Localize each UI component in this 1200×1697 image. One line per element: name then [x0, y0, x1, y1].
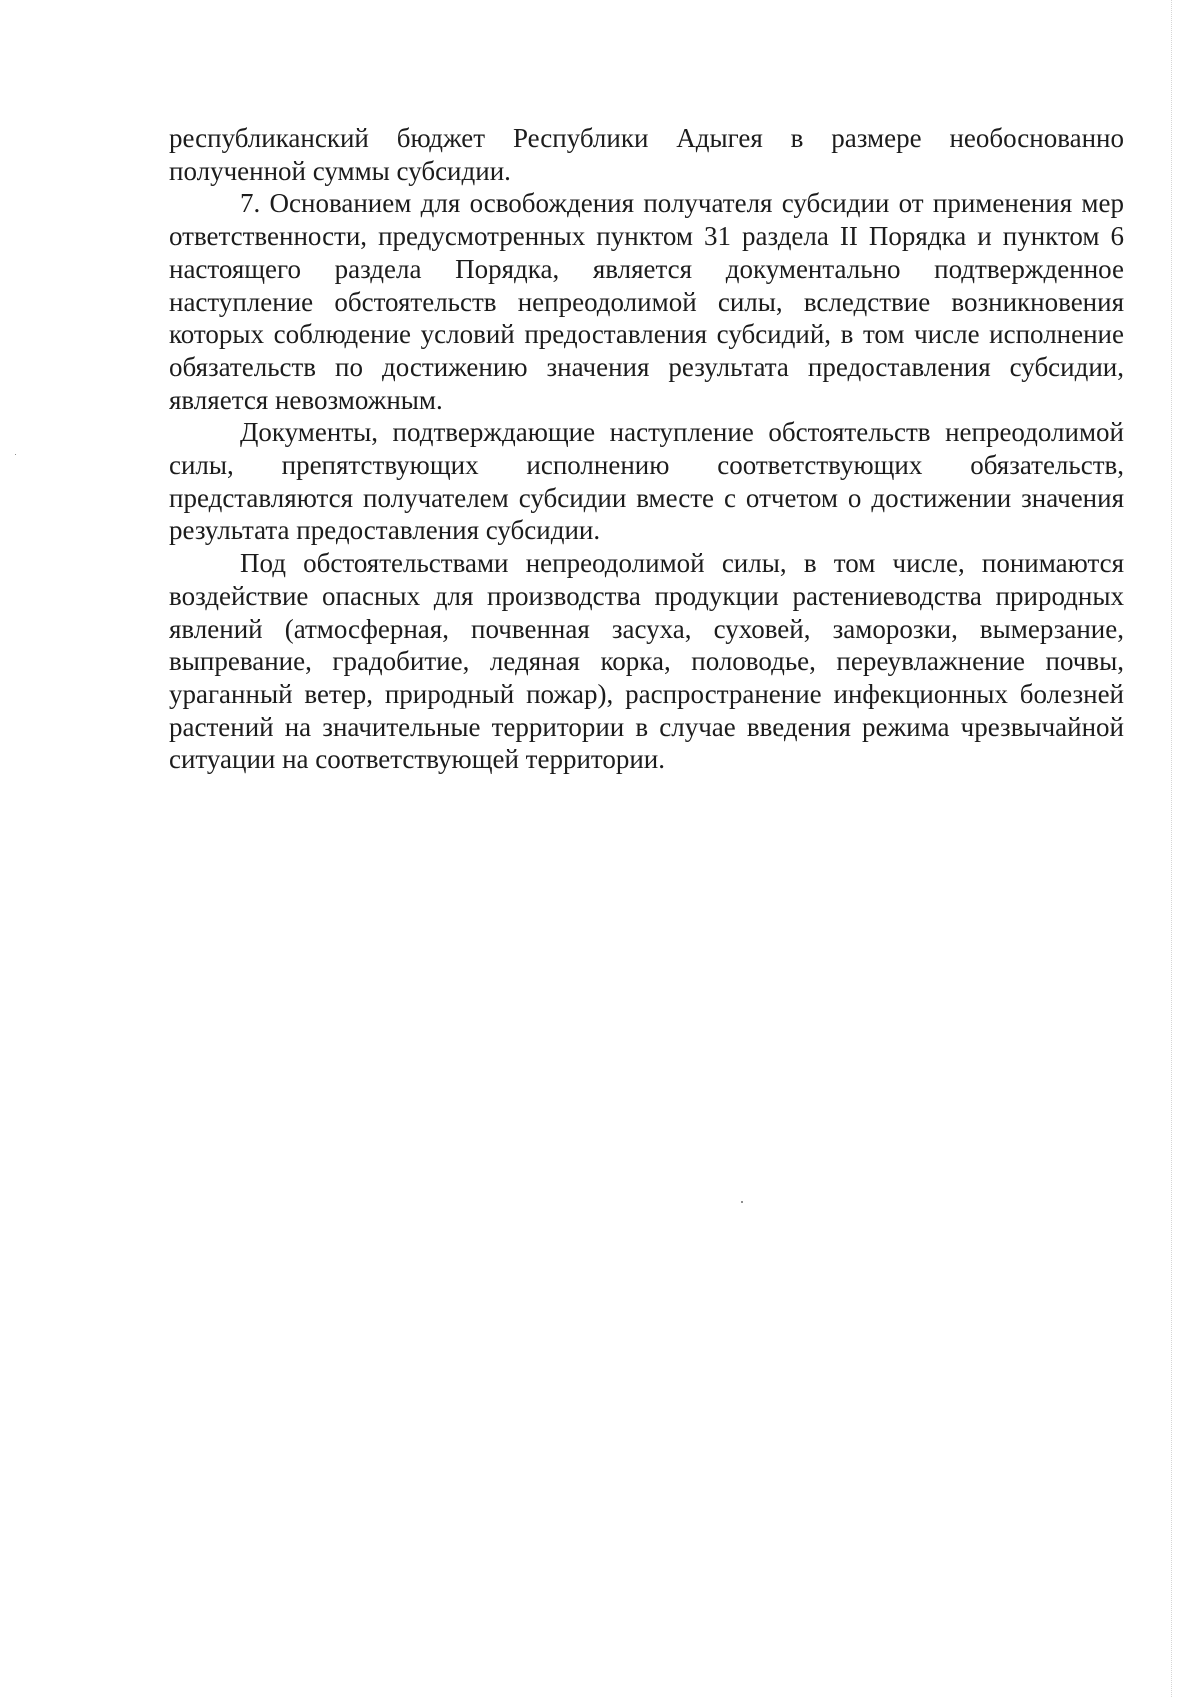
scan-speck	[741, 1201, 743, 1203]
paragraph-4: Под обстоятельствами непреодолимой силы, в том числе, понимаются воздействие опасных для производства продукции растениеводства природных явлений (атмосферная, почвенная засуха, суховей, заморозки, вымерзание, выпревание, градобитие, ледяная корка, половодье, переувлажнение почвы, ураганный ветер, природный пожар), распространение инфекционных болезней растений на значительные территории в случае введения режима чрезвычайной ситуации на соответствующей территории.	[169, 548, 1124, 775]
paragraph-1: республиканский бюджет Республики Адыгея в размере необоснованно полученной суммы субсидии.	[169, 123, 1124, 186]
scan-edge-line	[1171, 0, 1172, 1697]
scan-speck	[15, 454, 16, 455]
document-body	[169, 122, 1124, 776]
paragraph-2: 7. Основанием для освобождения получателя субсидии от применения мер ответственности, предусмотренных пунктом 31 раздела II Порядка и пунктом 6 настоящего раздела Порядка, является документально подтвержденное наступление обстоятельств непреодолимой силы, вследствие возникновения которых соблюдение условий предоставления субсидий, в том числе исполнение обязательств по достижению значения результата предоставления субсидии, является невозможным.	[169, 188, 1124, 415]
paragraph-3: Документы, подтверждающие наступление обстоятельств непреодолимой силы, препятствующих исполнению соответствующих обязательств, представляются получателем субсидии вместе с отчетом о достижении значения результата предоставления субсидии.	[169, 417, 1124, 546]
